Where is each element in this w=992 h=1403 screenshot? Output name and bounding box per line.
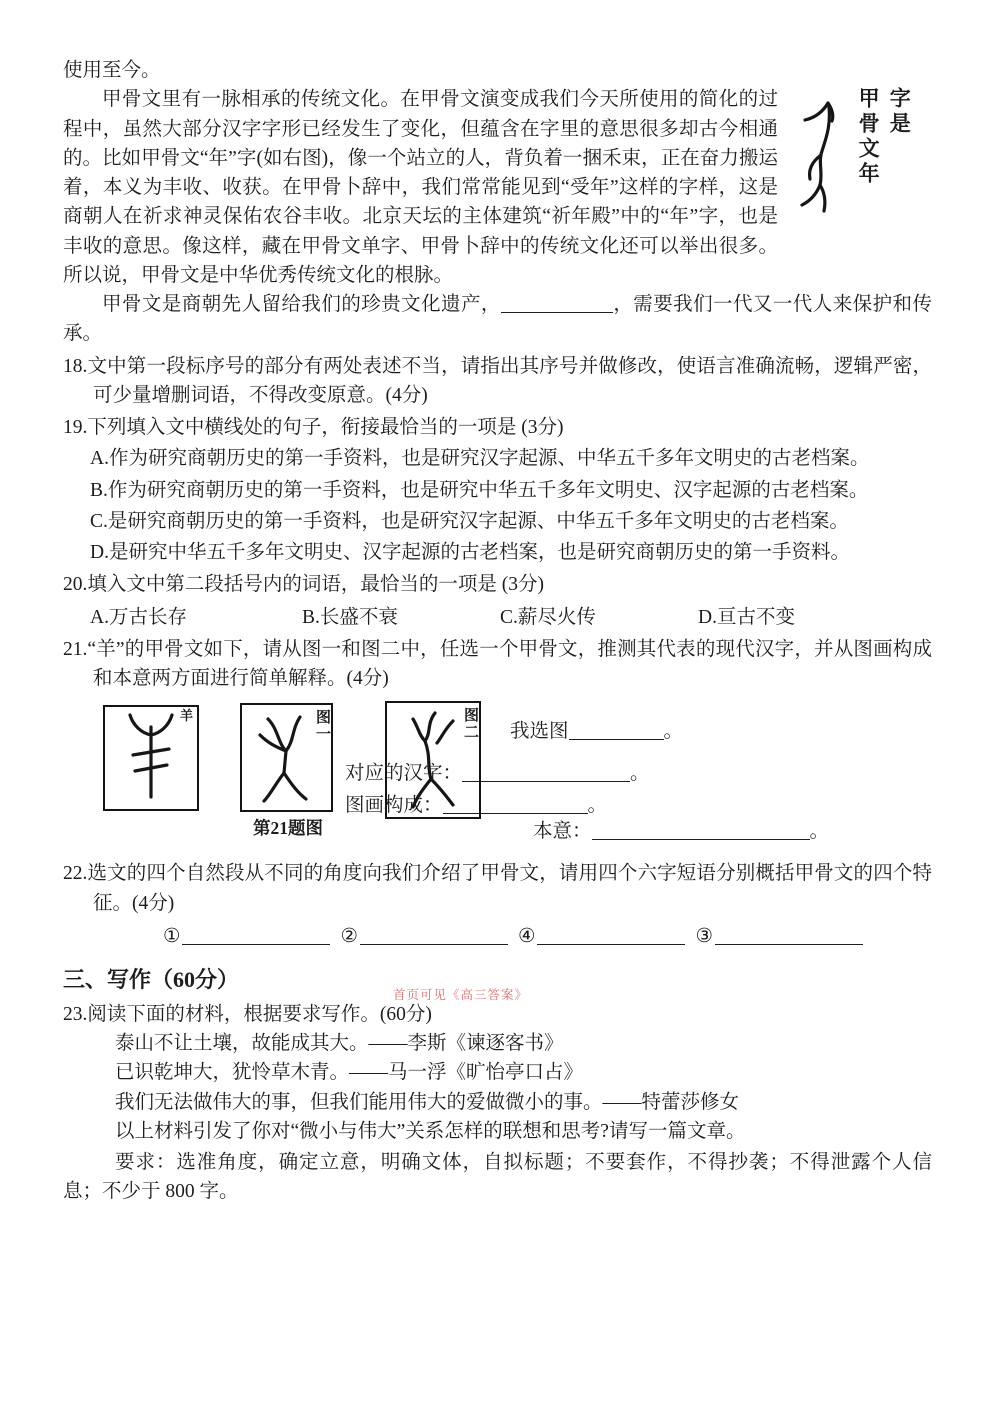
oracle-nian-glyph-icon <box>792 93 848 221</box>
choose-figure-label: 我选图 <box>510 721 569 743</box>
q22-item-1: ① <box>163 925 181 947</box>
goucheng-label: 图画构成： <box>345 795 443 817</box>
paragraph-oracle-culture-text: 甲骨文里有一脉相承的传统文化。在甲骨文演变成我们今天所使用的简化的过程中，虽然大部分汉字字形已经发生了变化，但蕴含在字里的意思很多却古今相通的。比如甲骨文“年”字(如右图)，像一个站立的人，背负着一捆禾束，正在奋力搬运着，本义为丰收、收获。在甲骨卜辞中，我们常常能见到“受年”这样的字样，这是商朝人在祈求神灵保佑农谷丰收。北京天坛的主体建筑“祈年殿”中的“年”字，也是丰收的意思。像这样，藏在甲骨文单字、甲骨卜辞中的传统文化还可以举出很多。所以说，甲骨文是中华优秀传统文化的根脉。 <box>63 89 778 286</box>
question-20-option-a: A.万古长存 <box>90 606 187 628</box>
question-20-option-b: B.长盛不衰 <box>302 606 398 628</box>
question-19-option-d <box>63 538 932 567</box>
question-18-number: 18. <box>63 355 88 377</box>
question-20-option-c: C.薪尽火传 <box>500 606 596 628</box>
option-d-text: 是研究中华五千多年文明史、汉字起源的古老档案，也是研究商朝历史的第一手资料。 <box>108 542 850 563</box>
fill-line-choose-figure <box>510 717 683 746</box>
material-quote-2: 已识乾坤大，犹怜草木青。——马一浮《旷怡亭口占》 <box>115 1062 584 1084</box>
question-18 <box>63 352 932 411</box>
sheep-box-label: 羊 <box>179 708 193 724</box>
period: 。 <box>809 821 830 843</box>
paragraph-heritage <box>63 290 932 349</box>
nian-figure <box>792 87 932 265</box>
q22-item-2: ② <box>340 925 358 947</box>
question-22-blanks <box>63 922 932 951</box>
paragraph-oracle-culture <box>63 85 932 290</box>
fill-in-blank <box>360 924 508 944</box>
question-20-option-d: D.亘古不变 <box>698 606 795 628</box>
fill-in-blank <box>537 924 685 944</box>
figure-21-caption: 第21题图 <box>253 818 323 839</box>
paragraph-heritage-pre: 甲骨文是商朝先人留给我们的珍贵文化遗产， <box>102 294 501 315</box>
section-3-title: 三、写作（60分） <box>63 967 240 992</box>
fill-in-blank <box>182 924 330 944</box>
figure-two-label: 图二 <box>462 707 478 742</box>
period: 。 <box>663 721 684 743</box>
oracle-figure-one-box <box>240 703 333 812</box>
nian-figure-caption-col-b: 字是 <box>887 87 912 138</box>
option-c-label: C. <box>90 510 108 532</box>
question-22-number: 22. <box>63 863 88 885</box>
oracle-figure-two-box <box>385 701 481 819</box>
question-19 <box>63 413 932 442</box>
question-20-number: 20. <box>63 574 88 596</box>
benyi-label: 本意： <box>533 821 592 843</box>
red-watermark: 首页可见《高三答案》 <box>393 987 529 1002</box>
material-quote-3: 我们无法做伟大的事，但我们能用伟大的爱做微小的事。——特蕾莎修女 <box>115 1091 740 1113</box>
question-21-number: 21. <box>63 638 88 660</box>
question-21 <box>63 635 932 694</box>
question-19-option-b <box>63 476 932 505</box>
hanzi-label: 对应的汉字： <box>345 763 463 785</box>
question-23-requirements: 要求：选准角度，确定立意，明确文体，自拟标题；不要套作，不得抄袭；不得泄露个人信息；不少于 800 字。 <box>63 1152 932 1203</box>
option-b-text: 作为研究商朝历史的第一手资料，也是研究中华五千多年文明史、汉字起源的古老档案。 <box>107 479 869 501</box>
question-21-stem: “羊”的甲骨文如下，请从图一和图二中，任选一个甲骨文，推测其代表的现代汉字，并从图画构成和本意两方面进行简单解释。(4分) <box>87 638 932 689</box>
paragraph-heritage-post: ，需要我们一代又一代人来保护和传承。 <box>63 294 932 345</box>
option-a-label: A. <box>90 448 109 470</box>
paragraph-top: 使用至今。 <box>63 60 161 81</box>
fill-line-benyi <box>533 817 829 846</box>
question-19-number: 19. <box>63 417 88 438</box>
question-21-figure-area <box>63 701 932 853</box>
question-20-stem: 填入文中第二段括号内的词语，最恰当的一项是 (3分) <box>87 574 544 596</box>
question-18-text: 文中第一段标序号的部分有两处表述不当，请指出其序号并做修改，使语言准确流畅，逻辑严密，可少量增删词语，不得改变原意。(4分) <box>87 355 932 406</box>
question-20 <box>63 570 932 599</box>
option-d-label: D. <box>90 542 109 563</box>
question-23-stem: 阅读下面的材料，根据要求写作。(60分) <box>87 1003 432 1025</box>
material-quote-1: 泰山不让土壤，故能成其大。——李斯《谏逐客书》 <box>115 1033 564 1055</box>
fill-in-blank <box>462 762 630 782</box>
period: 。 <box>630 763 650 785</box>
fill-in-blank <box>592 820 810 840</box>
question-22 <box>63 859 932 918</box>
q22-item-4: ③ <box>695 925 713 947</box>
q22-item-3: ④ <box>517 925 536 947</box>
option-a-text: 作为研究商朝历史的第一手资料，也是研究汉字起源、中华五千多年文明史的古老档案。 <box>108 448 870 470</box>
question-20-options <box>63 603 932 632</box>
period: 。 <box>587 795 608 817</box>
material-prompt: 以上材料引发了你对“微小与伟大”关系怎样的联想和思考?请写一篇文章。 <box>115 1120 746 1142</box>
option-b-label: B. <box>90 479 108 501</box>
figure-one-label: 图一 <box>314 709 330 744</box>
question-23-number: 23. <box>63 1003 88 1025</box>
fill-in-blank <box>501 293 613 313</box>
fill-in-blank <box>569 720 664 740</box>
fill-in-blank <box>715 924 863 944</box>
option-c-text: 是研究商朝历史的第一手资料，也是研究汉字起源、中华五千多年文明史的古老档案。 <box>107 510 849 532</box>
question-23 <box>63 987 932 1029</box>
question-19-option-c <box>63 507 932 536</box>
nian-figure-caption-col-a: 甲骨文年 <box>856 87 881 188</box>
question-19-option-a <box>63 444 932 473</box>
oracle-sheep-box-main <box>103 705 199 811</box>
question-22-stem: 选文的四个自然段从不同的角度向我们介绍了甲骨文，请用四个六字短语分别概括甲骨文的四个特征。(4分) <box>87 863 932 914</box>
question-19-stem: 下列填入文中横线处的句子，衔接最恰当的一项是 (3分) <box>87 417 564 438</box>
